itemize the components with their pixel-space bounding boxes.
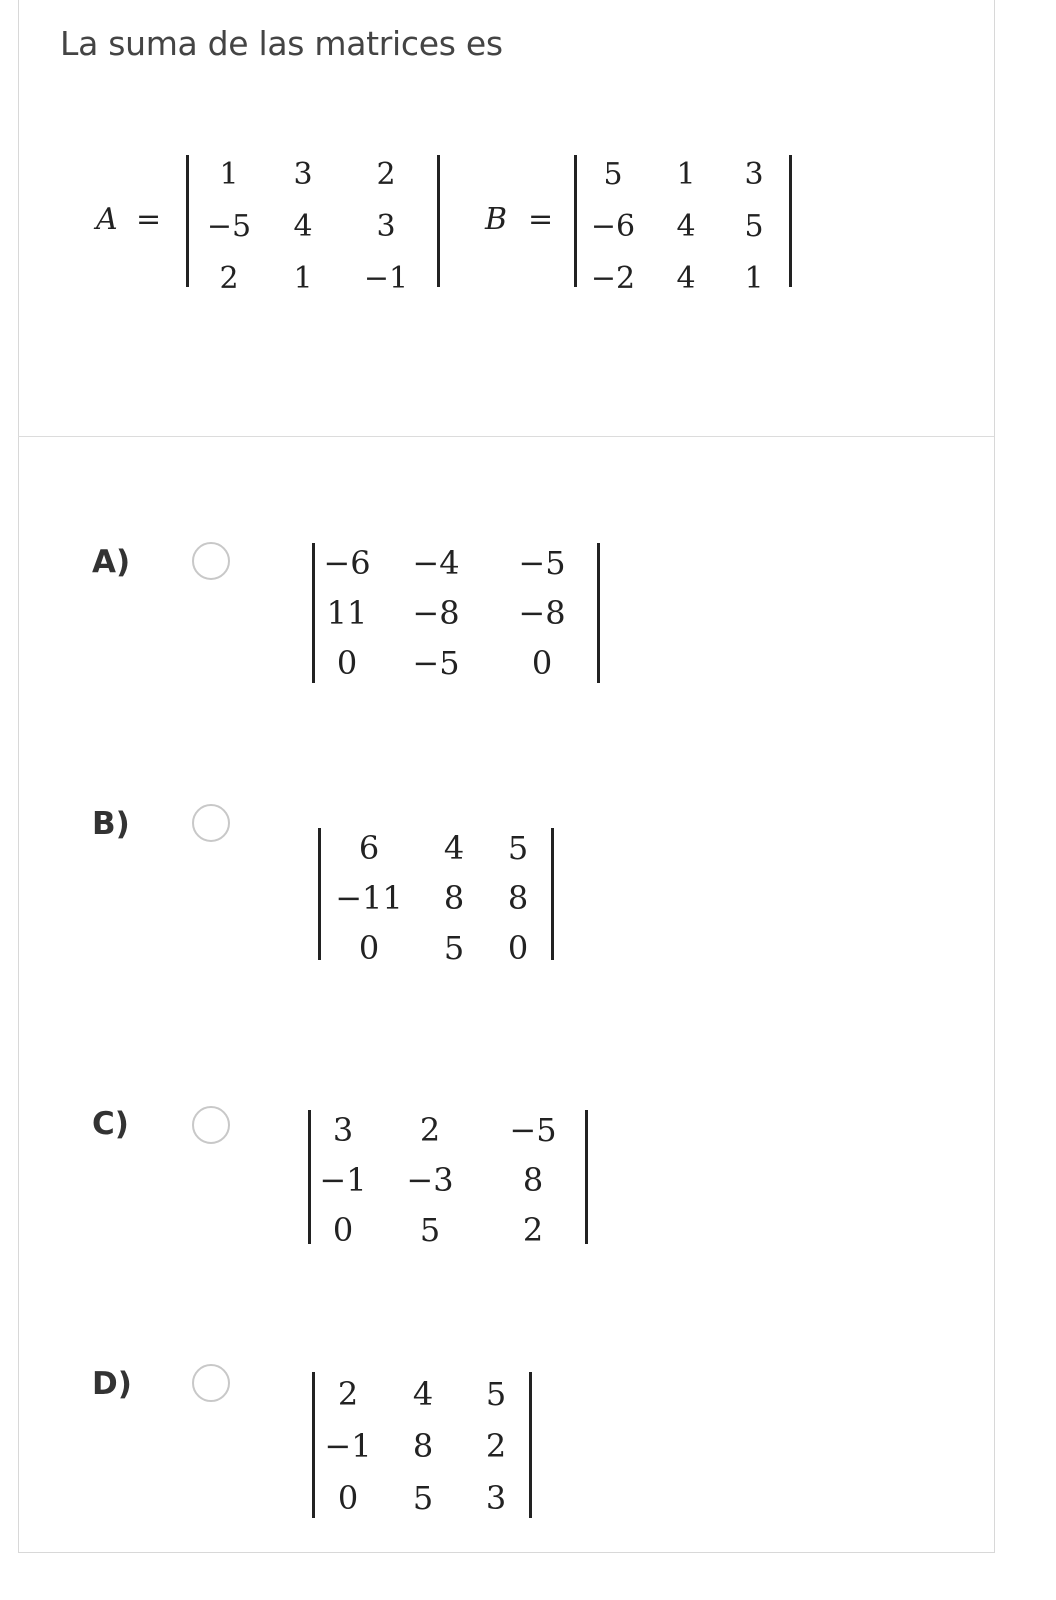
- option-a-cell: −8: [518, 594, 566, 632]
- matrix-a-equals: =: [136, 202, 162, 237]
- option-a-cell: 0: [336, 644, 358, 682]
- option-b-cell: 8: [443, 879, 465, 917]
- option-a-cell: −6: [323, 544, 371, 582]
- matrix-a: [186, 155, 440, 296]
- matrix-b-label: B: [485, 202, 508, 237]
- matrix-a-cell: 1: [293, 261, 313, 296]
- option-c-cell: −5: [509, 1111, 557, 1149]
- option-b-cell: 0: [358, 929, 380, 967]
- option-d-cell: 0: [337, 1479, 359, 1517]
- option-b-cell: 0: [507, 929, 529, 967]
- matrix-a-cell: −1: [363, 261, 409, 296]
- section-divider: [18, 436, 994, 437]
- option-d-cell: 5: [412, 1479, 434, 1517]
- option-b-letter: B): [92, 806, 130, 842]
- option-c-cell: 8: [522, 1161, 544, 1199]
- option-b-radio[interactable]: [192, 804, 230, 842]
- matrix-b-cell: 5: [603, 157, 623, 192]
- option-a-matrix: [312, 543, 600, 683]
- option-a-cell: −5: [412, 644, 460, 682]
- matrix-a-cell: 2: [376, 157, 396, 192]
- option-a-cell: 11: [326, 594, 368, 632]
- matrix-a-cell: 1: [219, 157, 239, 192]
- option-b-cell: 5: [443, 929, 465, 967]
- matrix-a-cell: 3: [293, 157, 313, 192]
- option-d-radio[interactable]: [192, 1364, 230, 1402]
- option-b-cell: 4: [443, 829, 465, 867]
- option-b-matrix: [318, 828, 554, 967]
- option-a-radio[interactable]: [192, 542, 230, 580]
- matrix-b-cell: −2: [590, 261, 636, 296]
- matrix-b-cell: 3: [744, 157, 764, 192]
- option-c-cell: 5: [419, 1211, 441, 1249]
- option-d-cell: 8: [412, 1427, 434, 1465]
- matrix-b-cell: −6: [590, 209, 636, 244]
- option-b-cell: 8: [507, 879, 529, 917]
- matrix-b-cell: 1: [744, 261, 764, 296]
- matrix-b-cell: 5: [744, 209, 764, 244]
- matrix-a-label: A: [96, 202, 118, 237]
- matrix-b: [574, 155, 792, 296]
- matrix-b-cell: 4: [676, 261, 696, 296]
- question-text: La suma de las matrices es: [60, 24, 503, 63]
- option-c-cell: 2: [522, 1211, 544, 1249]
- option-d-cell: 2: [337, 1375, 359, 1413]
- option-c-cell: 3: [332, 1111, 354, 1149]
- option-c-radio[interactable]: [192, 1106, 230, 1144]
- matrix-a-cell: −5: [206, 209, 252, 244]
- matrix-a-cell: 2: [219, 261, 239, 296]
- option-c-cell: −1: [319, 1161, 367, 1199]
- option-d-cell: 5: [485, 1375, 507, 1413]
- matrix-b-cell: 1: [676, 157, 696, 192]
- option-b-cell: 5: [507, 829, 529, 867]
- option-a-cell: 0: [531, 644, 553, 682]
- option-b-cell: −11: [335, 879, 403, 917]
- matrix-b-equals: =: [528, 202, 554, 237]
- option-c-cell: −3: [406, 1161, 454, 1199]
- option-a-letter: A): [92, 544, 131, 580]
- option-c-cell: 2: [419, 1111, 441, 1149]
- matrix-a-cell: 3: [376, 209, 396, 244]
- option-d-cell: 4: [412, 1375, 434, 1413]
- option-b-cell: 6: [358, 829, 380, 867]
- matrix-a-cell: 4: [293, 209, 313, 244]
- option-c-matrix: [308, 1110, 588, 1249]
- option-c-cell: 0: [332, 1211, 354, 1249]
- option-d-letter: D): [92, 1366, 132, 1402]
- option-c-letter: C): [92, 1106, 129, 1142]
- option-d-cell: 2: [485, 1427, 507, 1465]
- option-a-cell: −5: [518, 544, 566, 582]
- option-d-matrix: [312, 1372, 532, 1518]
- option-d-cell: −1: [324, 1427, 372, 1465]
- option-d-cell: 3: [485, 1479, 507, 1517]
- option-a-cell: −8: [412, 594, 460, 632]
- option-a-cell: −4: [412, 544, 460, 582]
- matrix-b-cell: 4: [676, 209, 696, 244]
